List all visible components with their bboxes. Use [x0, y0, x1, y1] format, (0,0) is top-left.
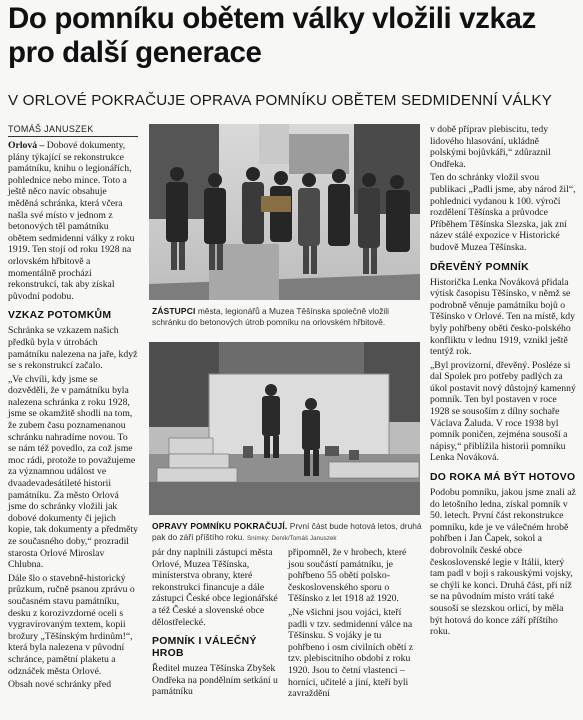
monument-photo-illustration	[149, 342, 420, 515]
subheading-pomnik: POMNÍK I VÁLEČNÝ HROB	[152, 636, 257, 660]
paragraph	[8, 140, 138, 302]
article-column-1	[8, 140, 138, 691]
paragraph: Ředitel muzea Těšínska Zbyšek Ondřeka na pondělním setkání u památníku	[152, 663, 278, 698]
paragraph: Schránka se vzkazem našich předků byla v útrobách památníku nalezena na jaře, když se s rekonstrukcí začalo.	[8, 325, 138, 372]
paragraph: v době příprav plebiscitu, tedy lidového hlasování, ukládně polskými bojůvkáři,“ zdůraznil Ondřeka.	[430, 124, 551, 170]
photo-caption-bottom	[152, 521, 422, 545]
paragraph: Podobu pomníku, jakou jsme znali až do letošního ledna, získal pomník v 50. letech. První část rekonstrukce pomníku, kde je ve válečném hrobě pohřben i Jan Čapek, sokol a dobrovolník české obce československé legie v Itálii, který tam padl v boji s rakouskými vojsky, se chýlí ke konci. Druhá část, při níž se na původním místo vrátí také sousoší se slezskou orlicí, by měla být hotová do konce září příštího roku.	[430, 487, 576, 638]
caption-text: města, legionářů a Muzea Těšínska společně vložili schránku do betonových útrob pomníku na orlovském hřbitově.	[152, 306, 389, 327]
photo-caption-top	[152, 306, 418, 328]
byline-divider	[8, 136, 138, 137]
article-column-3	[288, 547, 418, 700]
paragraph: Ten do schránky vložil svou publikaci „Padli jsme, aby národ žil“, pohlednici vydanou k 100. výročí rozdělení Těšínska a průvodce Příběhem Těšínska Slezska, jak zní název stálé expozice v Historické budově Muzea Těšínska.	[430, 172, 576, 253]
photo-ceremony	[149, 124, 420, 300]
paragraph: „Ne všichni jsou vojáci, kteří padli v tzv. sedmidenní válce na Těšínsku. S vojáky je tu pohřbeno i osm civilních obětí z tzv. plebiscitního období z roku 1920. Jsou to četní vlastenci – horníci, učitelé a jiní, kteří byli zavraždění	[288, 606, 414, 700]
photo-credit: Snímky: Deník/Tomáš Januszek	[246, 534, 337, 542]
paragraph: Obsah nové schránky před	[8, 679, 112, 691]
paragraph: Dále šlo o stavebně-historický průzkum, ručně psanou zprávu o současném stavu památníku, desku z korozivzdorné oceli s vygravírovaným textem, kopii brožury „Těšínským hrdinům!“, která byla nalezena v původní schránce, pamětní plaketu a odznáček města Orlové.	[8, 572, 135, 677]
article-column-4	[430, 124, 576, 638]
photo-monument-repair	[149, 342, 420, 515]
subheading-do-roka: DO ROKA MÁ BÝT HOTOVO	[430, 472, 576, 484]
article-headline: Do pomníku obětem války vložili vzkaz pro další generace	[8, 2, 536, 69]
paragraph: „Ve chvíli, kdy jsme se dozvěděli, že v památníku byla nalezena schránka z roku 1928, jsme se okamžitě shodli na tom, že zubem času poznamenanou schránku nahradíme novou. To se nám též povedlo, za což jsme moc rádi, protože to považujeme za významnou událost ve dvaadevadesátileté historii památníku. Za město Orlová jsme do schránky vložili jak dobové dokumenty či jejich kopie, tak dokumenty a předměty ze současného doby,“ prozradil starosta Orlové Miroslav Chlubna.	[8, 373, 138, 571]
subheading-dreveny: DŘEVĚNÝ POMNÍK	[430, 261, 529, 273]
caption-text: První část bude hotová letos, druhá pak do září příštího roku.	[152, 521, 422, 542]
paragraph: připomněl, že v hrobech, které jsou součástí památníku, je pohřbeno 55 obětí polsko-československého sporu o Těšínsko z let 1918 až 1920.	[288, 547, 407, 605]
ceremony-photo-illustration	[149, 124, 420, 300]
dateline: Orlová –	[8, 140, 45, 151]
subheading-vzkaz: VZKAZ POTOMKŮM	[8, 310, 112, 322]
paragraph: Historička Lenka Nováková přidala výtisk časopisu Těšínsko, v němž se podrobně věnuje památníku bojů o Těšínsko v Orlové. Ten na místě, kdy byly pohřbeny oběti česko-polského konfliktu v lednu 1919, vznikl ještě tentýž rok.	[430, 276, 575, 358]
paragraph: pár dny naplnili zástupci města Orlové, Muzea Těšínska, ministerstva obrany, které rekonstrukci financuje a dále zástupci České obce legionářské a též České a slovenské obce dělostřelecké.	[152, 547, 278, 628]
paragraph-text: Dobové dokumenty, plány týkající se rekonstrukce památníku, knihu o legionářích, pohlednice nebo mince. Toto a ještě něco navíc obsahuje měděná schránka, která včera našla své místo v jednom z betonových těl památníku obětem sedmidenní války z roku 1919. Ten stojí od roku 1928 na orlovském hřbitově a momentálně prochází rekonstrukcí, tak aby získal původní podobu.	[8, 140, 135, 302]
author-byline: TOMÁŠ JANUSZEK	[8, 124, 94, 134]
caption-label: ZÁSTUPCI	[152, 306, 196, 316]
article-subtitle: V ORLOVÉ POKRAČUJE OPRAVA POMNÍKU OBĚTEM SEDMIDENNÍ VÁLKY	[8, 92, 552, 109]
paragraph: „Byl provizorní, dřevěný. Posléze si dal Spolek pro potřeby padlých za úkol postavit nový důstojný kamenný pomník. Ten byl postaven v roce 1928 se sousoším z dílny sochaře Václava Žaludа. V roce 1938 byl pomník poničen, zejména sousoší a nápisy,“ přiblížila historii pomníku Lenka Nováková.	[430, 359, 576, 464]
article-column-2	[152, 547, 282, 698]
caption-label: OPRAVY POMNÍKU POKRAČUJÍ.	[152, 521, 288, 531]
